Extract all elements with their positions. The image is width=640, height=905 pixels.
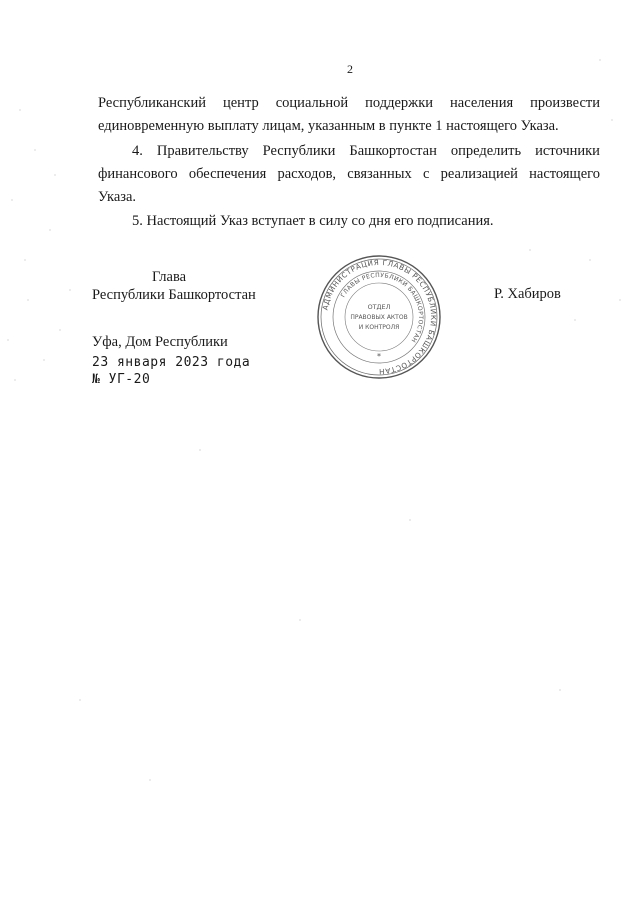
signatory-title-line2: Республики Башкортостан [92, 287, 256, 303]
signatory-title [92, 268, 256, 304]
word: с [422, 166, 430, 182]
paragraph-5: 5. Настоящий Указ вступает в силу со дня его подписания. [132, 213, 494, 229]
word: произвести [530, 95, 600, 111]
word: определить [450, 143, 522, 159]
word: обеспечения [188, 166, 267, 182]
stamp-center-line3: И КОНТРОЛЯ [358, 324, 400, 331]
word: источники [535, 143, 600, 159]
stamp-outer-text: АДМИНИСТРАЦИЯ ГЛАВЫ РЕСПУБЛИКИ БАШКОРТОСТАН [320, 257, 439, 377]
stamp-center-line1: ОТДЕЛ [367, 303, 391, 311]
paragraph-4 [98, 140, 600, 209]
word: финансового [98, 166, 178, 182]
paragraph-line [98, 163, 600, 186]
paragraph-continuation [98, 92, 600, 138]
stamp-inner-text: ГЛАВЫ РЕСПУБЛИКИ БАШКОРТОСТАН [339, 271, 425, 344]
signatory-title-line1: Глава [152, 269, 187, 285]
word: Башкортостан [349, 143, 437, 159]
document-date: 23 января 2023 года [92, 355, 251, 370]
word: реализацией [440, 166, 518, 182]
word: Республиканский [98, 95, 206, 111]
paragraph-line [98, 92, 600, 115]
word: Республики [262, 143, 336, 159]
word: расходов, [277, 166, 337, 182]
document-number: № УГ-20 [92, 372, 151, 387]
word: поддержки [365, 95, 433, 111]
word: населения [450, 95, 514, 111]
paragraph-line: единовременную выплату лицам, указанным в пункте 1 настоящего Указа. [98, 118, 559, 134]
paragraph-line [98, 140, 600, 163]
item-number: 4. [132, 143, 143, 159]
place-of-signing: Уфа, Дом Республики [92, 334, 228, 350]
page-number: 2 [347, 62, 353, 76]
paragraph-line: Указа. [98, 189, 137, 205]
word: социальной [275, 95, 349, 111]
word: центр [222, 95, 259, 111]
stamp-center-line2: ПРАВОВЫХ АКТОВ [350, 314, 408, 321]
stamp-star-icon: * [377, 352, 381, 361]
word: настоящего [529, 166, 600, 182]
word: связанных [347, 166, 412, 182]
official-stamp [316, 254, 442, 380]
signatory-name: Р. Хабиров [494, 286, 561, 302]
word: Правительству [156, 143, 249, 159]
